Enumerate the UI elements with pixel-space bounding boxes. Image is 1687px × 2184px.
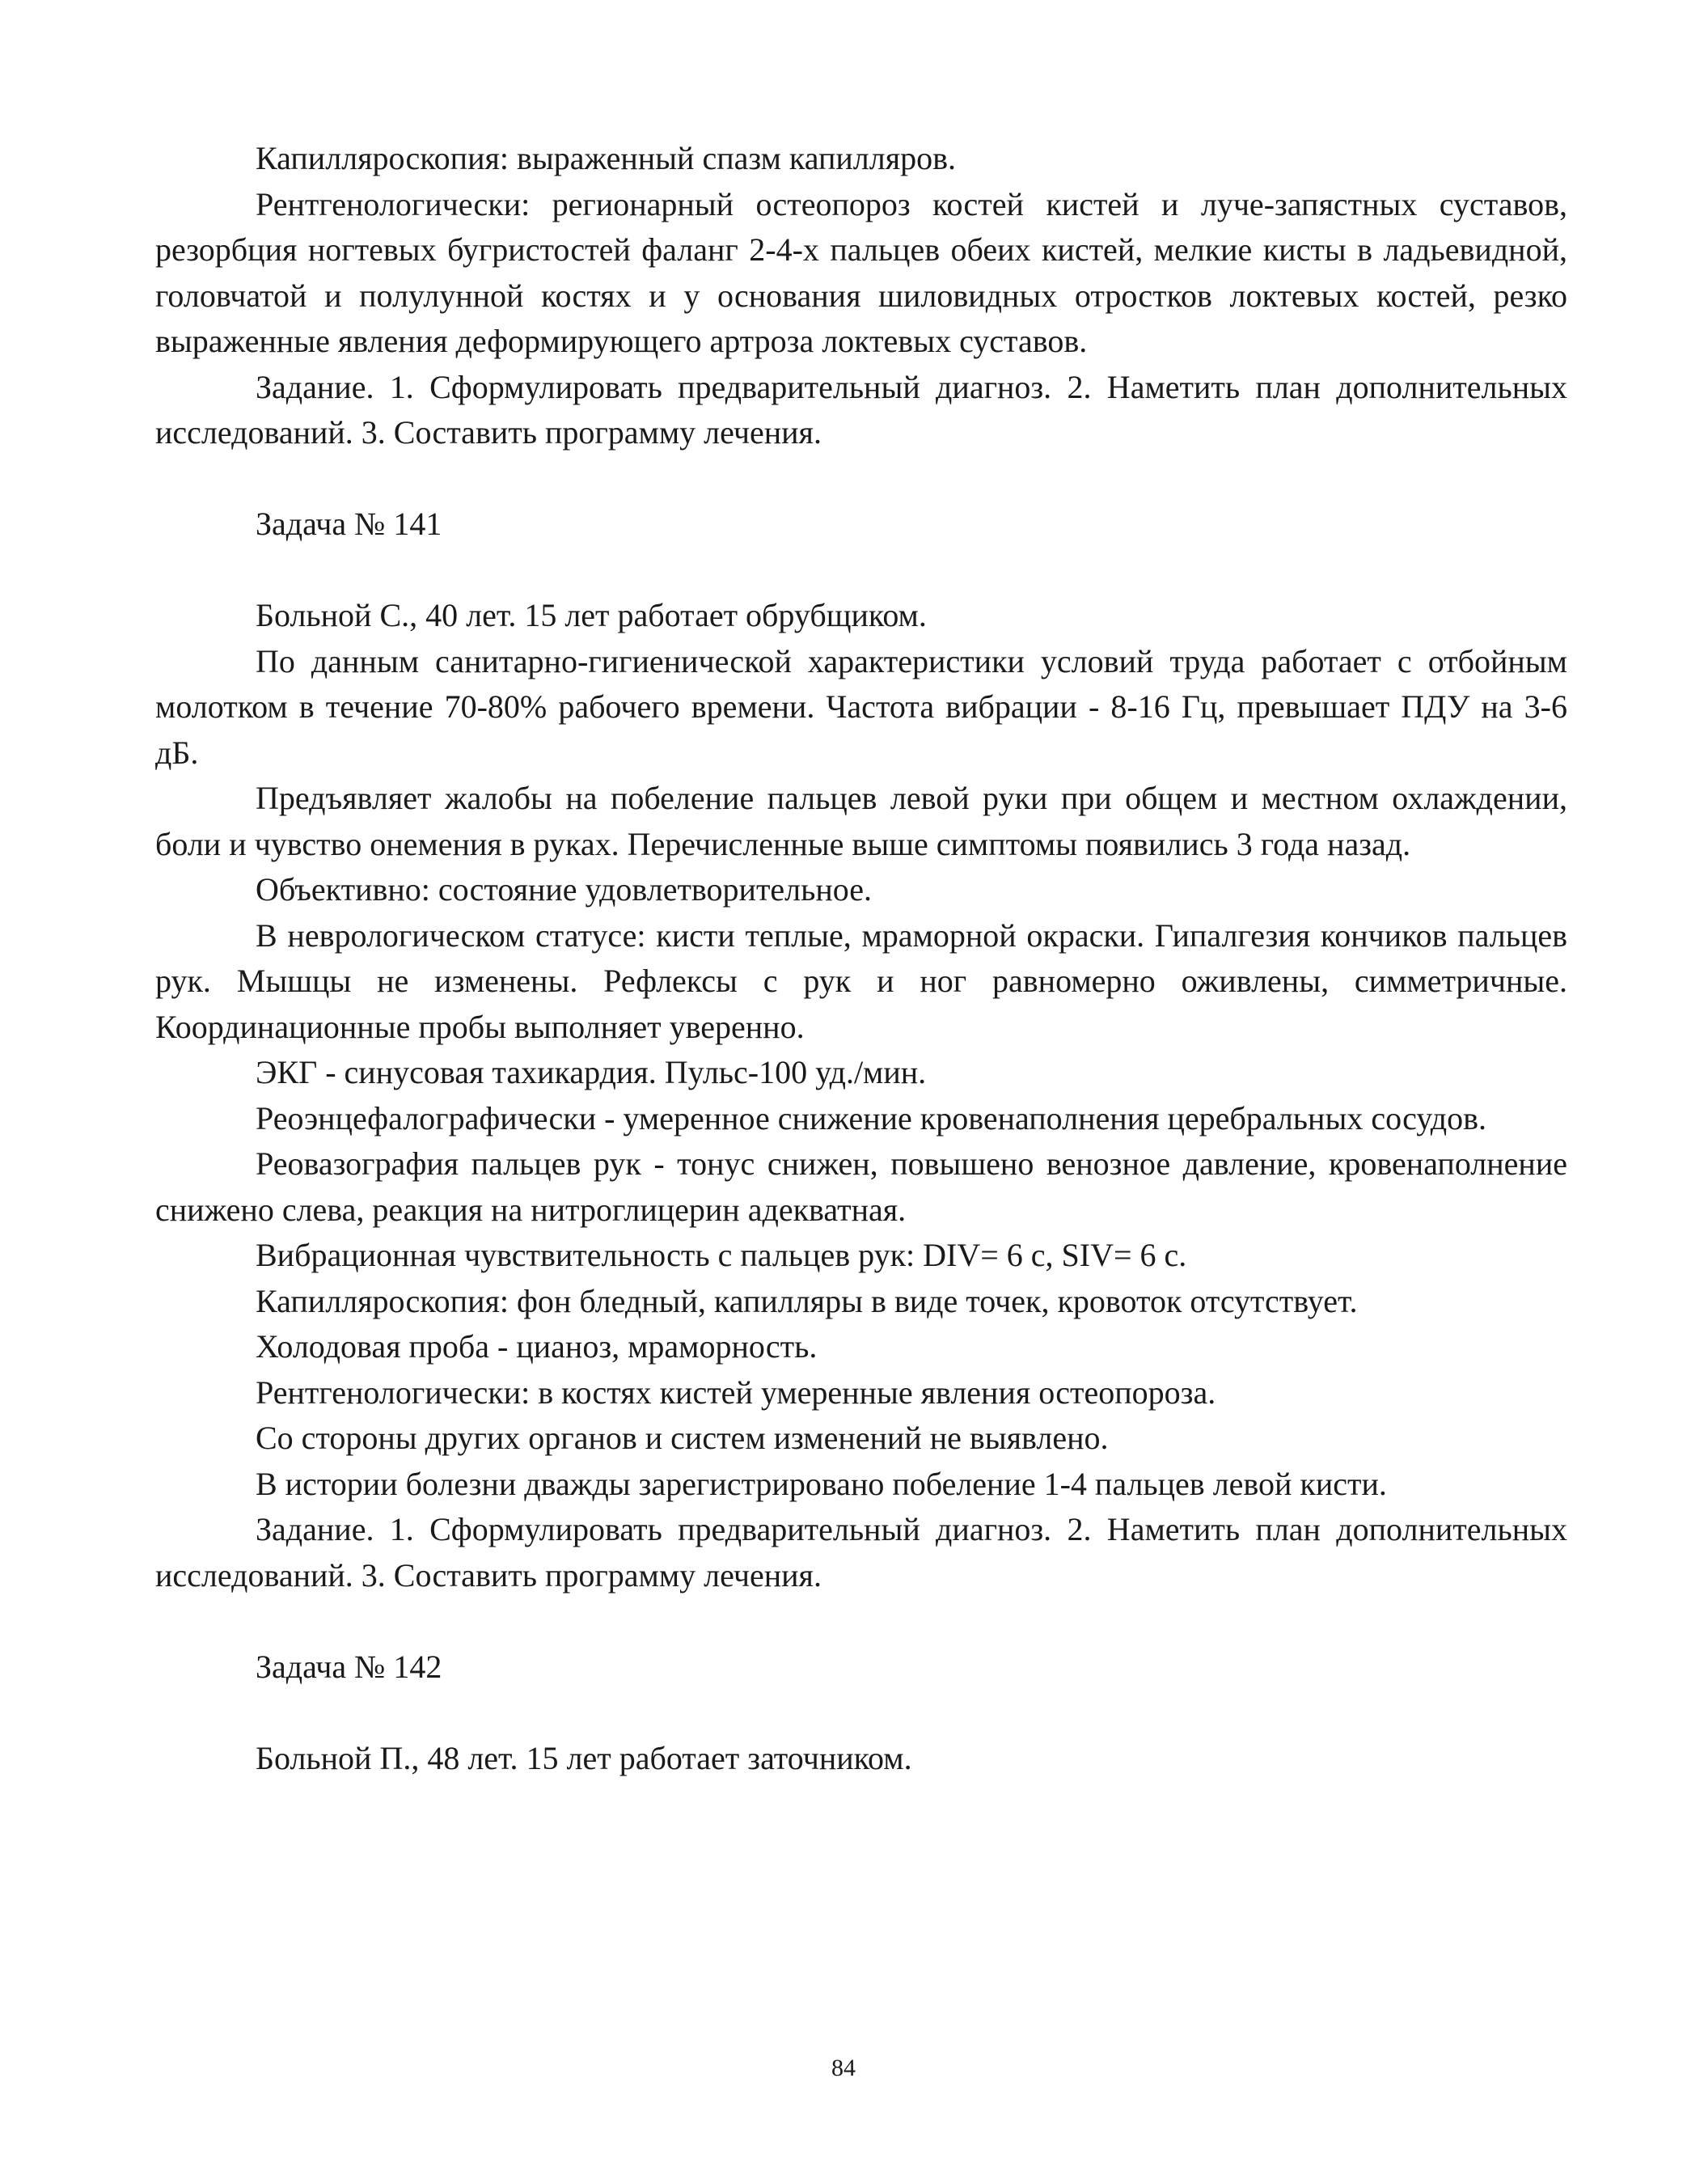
task-heading: Задача № 141 <box>256 506 442 542</box>
paragraph: Вибрационная чувствительность с пальцев рук: DIV= 6 с, SIV= 6 с. <box>256 1237 1187 1273</box>
spacer <box>155 456 1567 502</box>
task-heading: Задача № 142 <box>256 1648 442 1685</box>
paragraph: Реоэнцефалографически - умеренное снижение кровенаполнения церебральных сосудов. <box>256 1099 1487 1136</box>
paragraph: Задание. 1. Сформулировать предварительный диагноз. 2. Наметить план дополнительных исследований. 3. Составить программу лечения. <box>155 368 1567 451</box>
paragraph: Холодовая проба - цианоз, мраморность. <box>256 1328 818 1365</box>
document-page <box>155 136 1567 1781</box>
paragraph: Со стороны других органов и систем изменений не выявлено. <box>256 1420 1109 1456</box>
paragraph: В неврологическом статусе: кисти теплые, мраморной окраски. Гипалгезия кончиков пальцев рук. Мышцы не изменены. Рефлексы с рук и ног равномерно оживлены, симметричные. Координационные пробы выполняет уверенно. <box>155 916 1567 1045</box>
paragraph: Рентгенологически: регионарный остеопороз костей кистей и луче-запястных суставов, резорбция ногтевых бугристостей фаланг 2-4-х пальцев обеих кистей, мелкие кисты в ладьевидной, головчатой и полулунной костях и у основания шиловидных отростков локтевых костей, резко выраженные явления деформирующего артроза локтевых суставов. <box>155 185 1567 359</box>
paragraph: ЭКГ - синусовая тахикардия. Пульс-100 уд./мин. <box>256 1054 927 1090</box>
paragraph: Капилляроскопия: фон бледный, капилляры в виде точек, кровоток отсутствует. <box>256 1282 1358 1319</box>
paragraph: Задание. 1. Сформулировать предварительный диагноз. 2. Наметить план дополнительных исследований. 3. Составить программу лечения. <box>155 1511 1567 1594</box>
paragraph: Больной П., 48 лет. 15 лет работает заточником. <box>256 1739 912 1776</box>
paragraph: Капилляроскопия: выраженный спазм капилляров. <box>256 140 956 176</box>
paragraph: В истории болезни дважды зарегистрировано побеление 1-4 пальцев левой кисти. <box>256 1465 1387 1502</box>
paragraph: Реовазография пальцев рук - тонус снижен, повышено венозное давление, кровенаполнение снижено слева, реакция на нитроглицерин адекватная. <box>155 1145 1567 1228</box>
paragraph: Рентгенологически: в костях кистей умеренные явления остеопороза. <box>256 1373 1216 1411</box>
spacer <box>155 548 1567 594</box>
page-number: 84 <box>831 2055 856 2081</box>
spacer <box>155 1598 1567 1644</box>
spacer <box>155 1690 1567 1736</box>
paragraph: Предъявляет жалобы на побеление пальцев левой руки при общем и местном охлаждении, боли и чувство онемения в руках. Перечисленные выше симптомы появились 3 года назад. <box>155 780 1567 862</box>
paragraph: Больной С., 40 лет. 15 лет работает обрубщиком. <box>256 597 927 633</box>
paragraph: Объективно: состояние удовлетворительное. <box>256 871 873 908</box>
paragraph: По данным санитарно-гигиенической характеристики условий труда работает с отбойным молотком в течение 70-80% рабочего времени. Частота вибрации - 8-16 Гц, превышает ПДУ на 3-6 дБ. <box>155 642 1567 771</box>
